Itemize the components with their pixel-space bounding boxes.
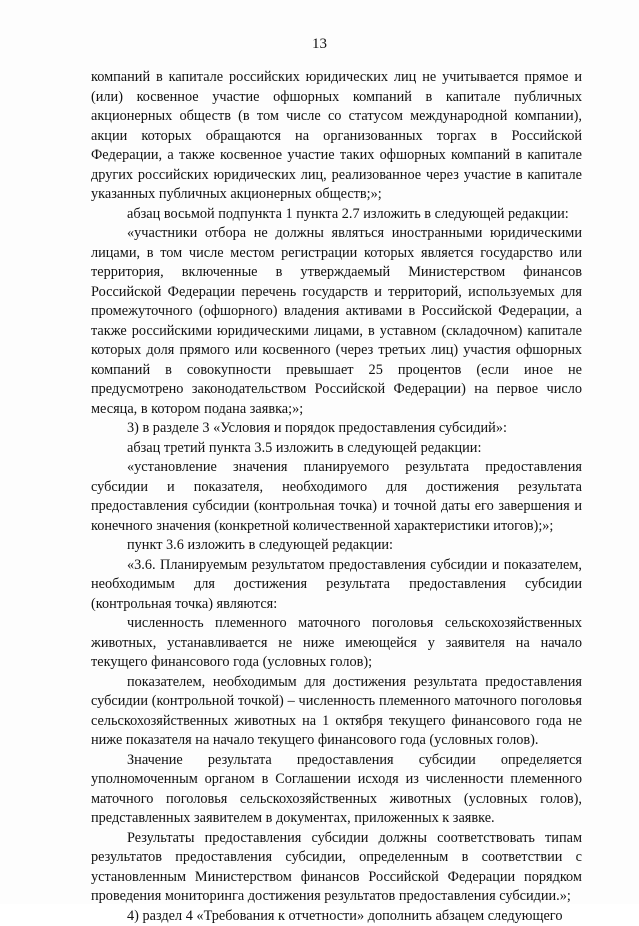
paragraph: пункт 3.6 изложить в следующей редакции:	[91, 536, 582, 556]
paragraph: «3.6. Планируемым результатом предоставления субсидии и показателем, необходимым для достижения результата предоставления субсидии (контрольная точка) являются:	[91, 556, 582, 615]
paragraph: абзац восьмой подпункта 1 пункта 2.7 изложить в следующей редакции:	[91, 205, 582, 225]
paragraph: Значение результата предоставления субсидии определяется уполномоченным органом в Соглашении исходя из численности племенного маточного поголовья сельскохозяйственных животных (условных голов), представленных заявителем в документах, приложенных к заявке.	[91, 751, 582, 829]
paragraph: компаний в капитале российских юридических лиц не учитывается прямое и (или) косвенное участие офшорных компаний в капитале публичных акционерных обществ (в том числе со статусом международной компании), акции которых обращаются на организованных торгах в Российской Федерации, а также косвенное участие таких офшорных компаний в капитале других российских юридических лиц, реализованное через участие в капитале указанных публичных акционерных обществ;»;	[91, 68, 582, 205]
paragraph: «установление значения планируемого результата предоставления субсидии и показателя, необходимого для достижения результата предоставления субсидии (контрольная точка) и точной даты его завершения и конечного значения (конкретной количественной характеристики итогов);»;	[91, 458, 582, 536]
paragraph: 3) в разделе 3 «Условия и порядок предоставления субсидий»:	[91, 419, 582, 439]
paragraph: абзац третий пункта 3.5 изложить в следующей редакции:	[91, 439, 582, 459]
document-body	[91, 68, 582, 926]
page-number: 13	[0, 36, 639, 53]
paragraph: 4) раздел 4 «Требования к отчетности» дополнить абзацем следующего	[91, 907, 582, 926]
paragraph: показателем, необходимым для достижения результата предоставления субсидии (контрольной точкой) – численность племенного маточного поголовья сельскохозяйственных животных на 1 октября текущего финансового года не ниже показателя на начало текущего финансового года (условных голов).	[91, 673, 582, 751]
paragraph: «участники отбора не должны являться иностранными юридическими лицами, в том числе местом регистрации которых является государство или территория, включенные в утверждаемый Министерством финансов Российской Федерации перечень государств и территорий, используемых для промежуточного (офшорного) владения активами в Российской Федерации, а также российскими юридическими лицами, в уставном (складочном) капитале которых доля прямого или косвенного (через третьих лиц) участия офшорных компаний в совокупности превышает 25 процентов (если иное не предусмотрено законодательством Российской Федерации) на первое число месяца, в котором подана заявка;»;	[91, 224, 582, 419]
paragraph: Результаты предоставления субсидии должны соответствовать типам результатов предоставления субсидии, определенным в соответствии с установленным Министерством финансов Российской Федерации порядком проведения мониторинга достижения результатов предоставления субсидии.»;	[91, 829, 582, 907]
paragraph: численность племенного маточного поголовья сельскохозяйственных животных, устанавливается не ниже имеющейся у заявителя на начало текущего финансового года (условных голов);	[91, 614, 582, 673]
